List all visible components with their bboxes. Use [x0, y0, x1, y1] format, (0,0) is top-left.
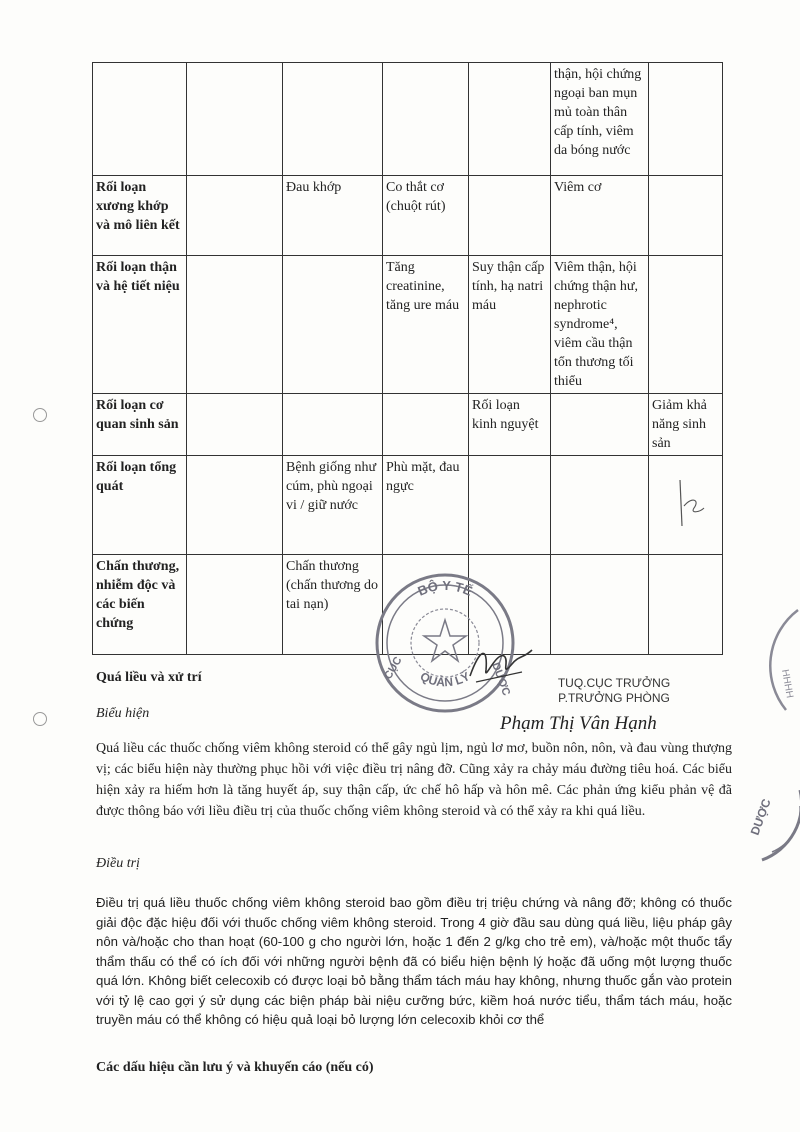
- table-row: [93, 456, 723, 555]
- margin-stamp-top-text: HHHH: [779, 668, 795, 699]
- organ-class-cell: Rối loạn cơ quan sinh sản: [93, 394, 187, 456]
- table-row: [93, 394, 723, 456]
- signature-title-line1: TUQ.CỤC TRƯỞNG: [557, 676, 671, 690]
- table-cell: [383, 394, 469, 456]
- table-cell: [649, 256, 723, 394]
- signature-block: [524, 676, 704, 706]
- table-cell: [187, 256, 283, 394]
- table-cell: [649, 176, 723, 256]
- table-cell: [283, 394, 383, 456]
- signature-title-line2: P.TRƯỞNG PHÒNG: [558, 691, 670, 705]
- table-cell: thận, hội chứng ngoại ban mụn mủ toàn thân cấp tính, viêm da bóng nước: [551, 63, 649, 176]
- table-cell: [187, 176, 283, 256]
- table-row: [93, 176, 723, 256]
- organ-class-cell: Rối loạn xương khớp và mô liên kết: [93, 176, 187, 256]
- table-cell: [649, 63, 723, 176]
- table-cell: [383, 63, 469, 176]
- adverse-reactions-table: [92, 62, 723, 655]
- warnings-title: Các dấu hiệu cần lưu ý và khuyến cáo (nếu có): [96, 1060, 374, 1075]
- table-cell: [551, 555, 649, 655]
- table-cell: [187, 456, 283, 555]
- initial-mark-icon: [670, 478, 710, 528]
- seal-top-text: BỘ Y TẾ: [415, 577, 475, 599]
- table-cell: [187, 63, 283, 176]
- seal-right-text: DƯỢC: [489, 660, 513, 698]
- organ-class-cell: [93, 63, 187, 176]
- signer-name: Phạm Thị Vân Hạnh: [500, 713, 657, 734]
- table-cell: [469, 456, 551, 555]
- table-cell: Rối loạn kinh nguyệt: [469, 394, 551, 456]
- table-cell: [187, 394, 283, 456]
- table-cell: [551, 456, 649, 555]
- margin-stamp-icon: [738, 600, 800, 890]
- table-cell: [187, 555, 283, 655]
- punch-hole-top: [33, 408, 47, 422]
- table-cell: Phù mặt, đau ngực: [383, 456, 469, 555]
- seal-bottom-text: QUẢN LÝ: [417, 669, 473, 690]
- table-cell: Đau khớp: [283, 176, 383, 256]
- organ-class-cell: Rối loạn tổng quát: [93, 456, 187, 555]
- table-cell: Viêm cơ: [551, 176, 649, 256]
- treatment-heading: Điều trị: [96, 856, 140, 871]
- table-cell: Giảm khả năng sinh sản: [649, 394, 723, 456]
- table-cell: Suy thận cấp tính, hạ natri máu: [469, 256, 551, 394]
- symptoms-heading: Biểu hiện: [96, 706, 150, 721]
- overdose-title: Quá liều và xử trí: [96, 670, 202, 685]
- table-cell: [283, 256, 383, 394]
- svg-text:QUẢN LÝ: [418, 668, 472, 689]
- seal-left-text: CỤC: [382, 654, 405, 682]
- table-cell: [649, 555, 723, 655]
- treatment-paragraph: Điều trị quá liều thuốc chống viêm không steroid bao gồm điều trị triệu chứng và nâng đỡ; không có thuốc giải độc đặc hiệu đối với thuốc chống viêm không steroid. Trong 4 giờ đầu sau dùng quá liều, liệu pháp gây nôn và/hoặc cho than hoạt (60-100 g cho người lớn, hoặc 1 đến 2 g/kg cho trẻ em), và/hoặc một thuốc tẩy thẩm thấu có thể có ích đối với những người bệnh đã có biểu hiện bệnh lý hoặc đã uống một lượng thuốc quá lớn. Không biết celecoxib có được loại bỏ bằng thẩm tách máu hay không, nhưng thuốc gắn vào protein với tỷ lệ cao gợi ý sử dụng các biện pháp bài niệu cưỡng bức, kiềm hoá nước tiểu, thẩm tách máu, hoặc truyền máu có thể không có hiệu quả loại bỏ lượng lớn celecoxib khỏi cơ thể: [96, 895, 732, 1027]
- table-cell: Viêm thận, hội chứng thận hư, nephrotic syndrome⁴, viêm cầu thận tổn thương tối thiểu: [551, 256, 649, 394]
- table-cell: [551, 394, 649, 456]
- table-cell: Bệnh giống như cúm, phù ngoại vi / giữ nước: [283, 456, 383, 555]
- table-cell: Tăng creatinine, tăng ure máu: [383, 256, 469, 394]
- punch-hole-bottom: [33, 712, 47, 726]
- symptoms-paragraph: Quá liều các thuốc chống viêm không steroid có thể gây ngủ lịm, ngủ lơ mơ, buồn nôn, nôn, và đau vùng thượng vị; các biểu hiện này thường phục hồi với việc điều trị nâng đỡ. Cũng xảy ra chảy máu đường tiêu hoá. Các biểu hiện xảy ra hiếm hơn là tăng huyết áp, suy thận cấp, ức chế hô hấp và hôn mê. Các phản ứng kiểu phản vệ đã được thông báo với liều điều trị của thuốc chống viêm không steroid và có thể xảy ra khi quá liều.: [96, 741, 732, 819]
- organ-class-cell: Rối loạn thận và hệ tiết niệu: [93, 256, 187, 394]
- table-cell: [469, 176, 551, 256]
- table-cell: Chấn thương (chấn thương do tai nạn): [283, 555, 383, 655]
- table-cell: [283, 63, 383, 176]
- table-cell: [469, 63, 551, 176]
- svg-text:BỘ Y TẾ: [415, 578, 474, 599]
- organ-class-cell: Chấn thương, nhiễm độc và các biến chứng: [93, 555, 187, 655]
- margin-stamp-text: DƯỢC: [747, 796, 774, 838]
- table-row: [93, 63, 723, 176]
- table-row: [93, 256, 723, 394]
- table-cell: Co thắt cơ (chuột rút): [383, 176, 469, 256]
